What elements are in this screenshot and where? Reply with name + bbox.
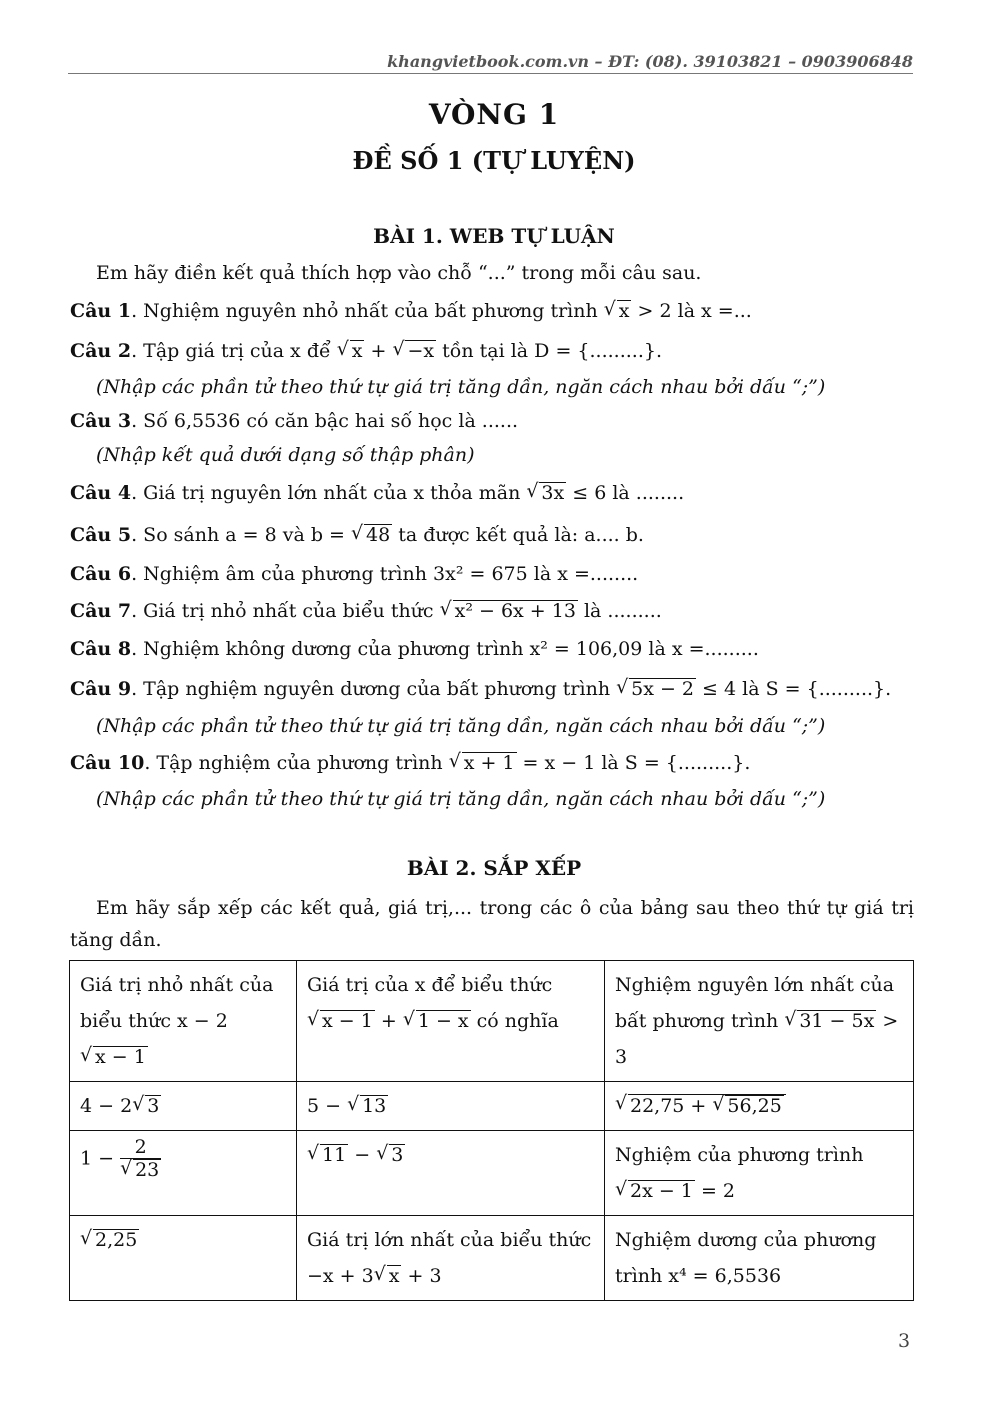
part2-intro: Em hãy sắp xếp các kết quả, giá trị,... trong các ô của bảng sau theo thứ tự giá trị tăng dần. (70, 897, 914, 951)
table-cell: 1 − 2 √ 23 (70, 1131, 297, 1216)
part2-heading: BÀI 2. SẮP XẾP (406, 856, 582, 880)
table-cell: Giá trị lớn nhất của biểu thức −x + 3√ x + 3 (297, 1216, 605, 1301)
part1-heading: BÀI 1. WEB TỰ LUẬN (373, 224, 615, 248)
exam-title: ĐỀ SỐ 1 (TỰ LUYỆN) (352, 146, 636, 175)
question-10-note: (Nhập các phần tử theo thứ tự giá trị tăng dần, ngăn cách nhau bởi dấu “;”) (96, 788, 826, 810)
table-cell: √ 22,75 + √ 56,25 (605, 1082, 914, 1131)
round-title: VÒNG 1 (428, 98, 560, 131)
sorting-table (69, 960, 914, 1301)
table-cell: Nghiệm dương của phương trình x⁴ = 6,5536 (605, 1216, 914, 1301)
question-9: Câu 9. Tập nghiệm nguyên dương của bất phương trình √ 5x − 2 ≤ 4 là S = {.........}. (70, 678, 891, 701)
table-cell: √ 11 − √ 3 (297, 1131, 605, 1216)
table-cell: Nghiệm nguyên lớn nhất của bất phương trình √ 31 − 5x > 3 (605, 961, 914, 1082)
question-6: Câu 6. Nghiệm âm của phương trình 3x² = 675 là x =........ (70, 563, 639, 585)
question-9-note: (Nhập các phần tử theo thứ tự giá trị tăng dần, ngăn cách nhau bởi dấu “;”) (96, 715, 826, 737)
part1-intro: Em hãy điền kết quả thích hợp vào chỗ “...” trong mỗi câu sau. (96, 262, 702, 284)
question-10: Câu 10. Tập nghiệm của phương trình √ x + 1 = x − 1 là S = {.........}. (70, 752, 750, 775)
header-rule (68, 73, 913, 74)
table-cell: Giá trị nhỏ nhất của biểu thức x − 2√ x − 1 (70, 961, 297, 1082)
question-2: Câu 2. Tập giá trị của x để √ x + √ −x tồn tại là D = {.........}. (70, 340, 662, 363)
question-3-note: (Nhập kết quả dưới dạng số thập phân) (96, 444, 475, 466)
table-row (70, 1131, 914, 1216)
question-8: Câu 8. Nghiệm không dương của phương trình x² = 106,09 là x =......... (70, 638, 759, 660)
question-3: Câu 3. Số 6,5536 có căn bậc hai số học là ...... (70, 410, 519, 432)
question-2-note: (Nhập các phần tử theo thứ tự giá trị tăng dần, ngăn cách nhau bởi dấu “;”) (96, 376, 826, 398)
question-7: Câu 7. Giá trị nhỏ nhất của biểu thức √ x² − 6x + 13 là ......... (70, 600, 662, 623)
table-row (70, 1216, 914, 1301)
table-row (70, 961, 914, 1082)
table-row (70, 1082, 914, 1131)
question-4: Câu 4. Giá trị nguyên lớn nhất của x thỏa mãn √ 3x ≤ 6 là ........ (70, 482, 684, 505)
page-number: 3 (898, 1330, 911, 1352)
question-1: Câu 1. Nghiệm nguyên nhỏ nhất của bất phương trình √ x > 2 là x =... (70, 300, 752, 323)
header-website: khangvietbook.com.vn – ĐT: (08). 39103821 – 0903906848 (387, 52, 913, 71)
question-5: Câu 5. So sánh a = 8 và b = √ 48 ta được kết quả là: a.... b. (70, 524, 644, 547)
table-cell: Giá trị của x để biểu thức √ x − 1 + √ 1 − x có nghĩa (297, 961, 605, 1082)
table-cell: 4 − 2√ 3 (70, 1082, 297, 1131)
table-cell: 5 − √ 13 (297, 1082, 605, 1131)
table-cell: Nghiệm của phương trình √ 2x − 1 = 2 (605, 1131, 914, 1216)
table-cell: √ 2,25 (70, 1216, 297, 1301)
